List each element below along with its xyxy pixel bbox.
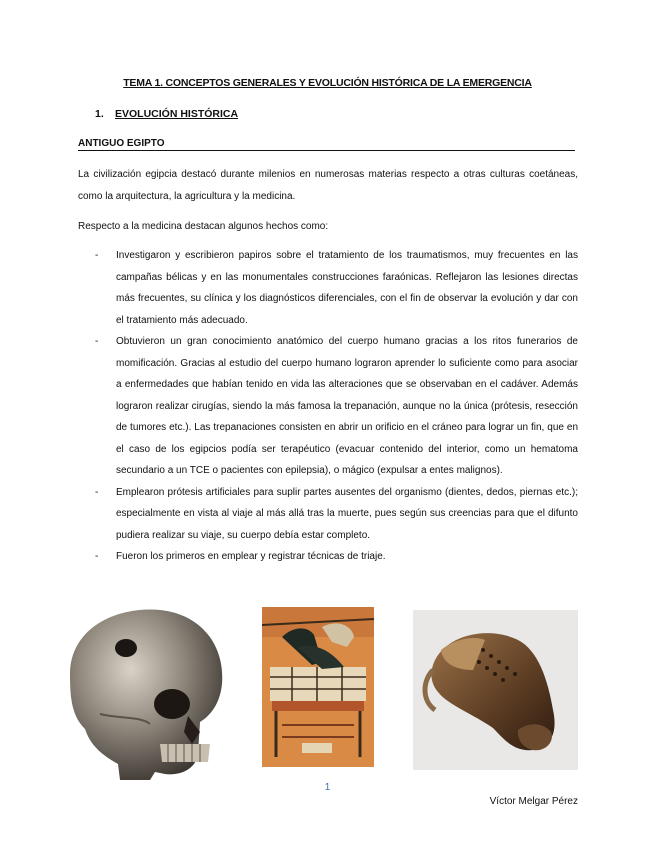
list-item — [78, 331, 578, 482]
list-item — [78, 482, 578, 547]
egyptian-papyrus-image — [262, 607, 374, 767]
prosthetic-toe-image — [413, 610, 578, 770]
section-heading — [95, 108, 238, 120]
author-footer: Víctor Melgar Pérez — [489, 796, 578, 807]
list-item — [78, 546, 578, 568]
bullet-marker: - — [95, 486, 99, 498]
list-item — [78, 245, 578, 331]
bullet-marker: - — [95, 250, 99, 261]
paragraph-intro: La civilización egipcia destacó durante milenios en numerosas materias respecto a otras culturas coetáneas, como la arquitectura, la agricultura y la medicina. — [78, 169, 578, 202]
list-item-text: Emplearon prótesis artificiales para suplir partes ausentes del organismo (dientes, dedos, piernas etc.); especialmente en vista al viaje al más allá tras la muerte, pues según sus creencias para que el difunto pudiera realizar su viaje, su cuerpo debía estar completo. — [116, 486, 578, 541]
bullet-list — [78, 245, 578, 568]
page-number: 1 — [324, 782, 331, 793]
subheading: ANTIGUO EGIPTO — [78, 138, 575, 151]
list-item-text: Investigaron y escribieron papiros sobre el tratamiento de los traumatismos, muy frecuentes en las campañas bélicas y en las monumentales construcciones faraónicas. Reflejaron las lesiones directas más frecuentes, su clínica y los diagnósticos diferenciales, con el fin de observar la evolución y dar con el tratamiento más adecuado. — [116, 250, 578, 326]
bullet-marker: - — [95, 551, 99, 562]
paragraph-lead: Respecto a la medicina destacan algunos hechos como: — [78, 221, 329, 232]
list-item-text: Obtuvieron un gran conocimiento anatómico del cuerpo humano gracias a los ritos funerarios de momificación. Gracias al estudio del cuerpo humano lograron aprender lo suficiente como para asociar a enfermedades que habían tenido en vida las alteraciones que se observaban en el cadáver. Además lograron realizar cirugías, siendo la más famosa la trepanación, aunque no la única (prótesis, resección de tumores etc.). Las trepanaciones consisten en abrir un orificio en el cráneo para lograr un fin, que en el caso de los egipcios podía ser terapéutico (evacuar contenido del interior, como un hematoma secundario a un TCE o pacientes con epilepsia), o mágico (expulsar a entes malignos). — [116, 336, 578, 476]
section-number: 1. — [95, 108, 104, 120]
document-title: TEMA 1. CONCEPTOS GENERALES Y EVOLUCIÓN HISTÓRICA DE LA EMERGENCIA — [123, 77, 532, 89]
list-item-text: Fueron los primeros en emplear y registrar técnicas de triaje. — [116, 551, 386, 562]
section-label: EVOLUCIÓN HISTÓRICA — [115, 108, 239, 120]
trepanned-skull-image — [60, 604, 230, 780]
bullet-marker: - — [95, 336, 99, 347]
